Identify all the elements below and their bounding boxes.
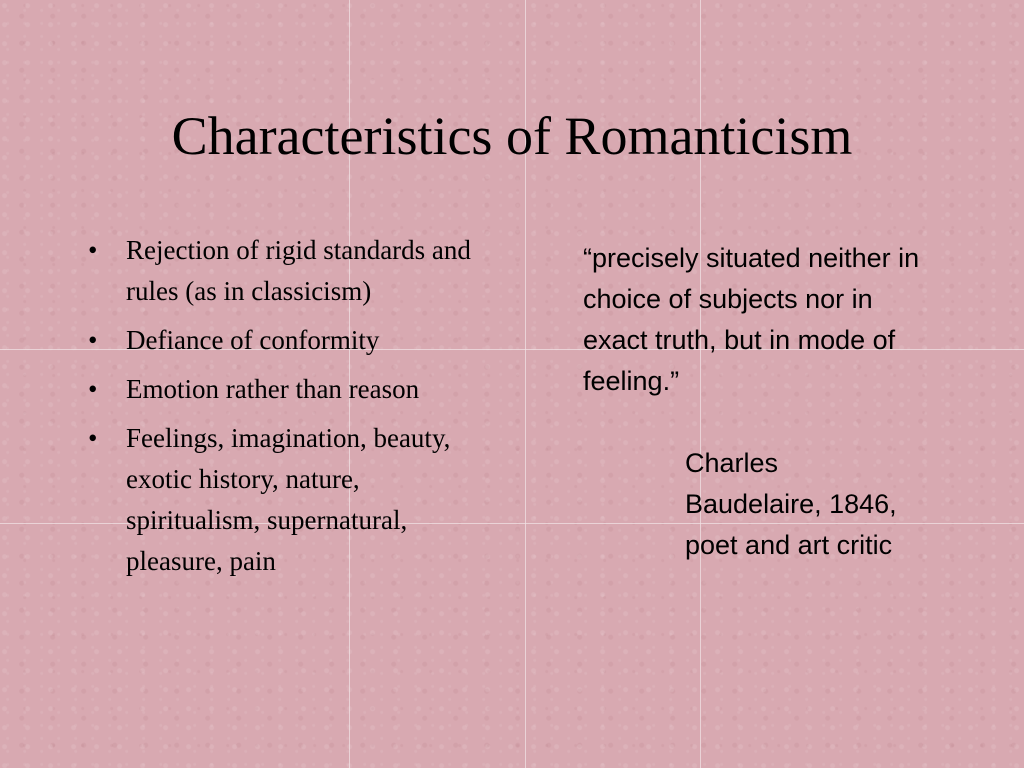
bullet-text: Emotion rather than reason [126,374,420,404]
bullet-icon: • [88,325,98,355]
quote-attribution [685,443,985,566]
attribution-line: poet and art critic [685,530,893,560]
bullet-item [84,369,484,410]
bullet-icon: • [88,423,98,453]
attribution-line: Charles [685,448,779,478]
quote-text: “precisely situated neither in choice of subjects nor in exact truth, but in mode of feeling.” [583,243,920,396]
bullet-item [84,418,484,582]
bullet-list [84,230,484,590]
bullet-icon: • [88,374,98,404]
slide-title: Characteristics of Romanticism [171,106,853,166]
bullet-item [84,230,484,312]
attribution-line: Baudelaire, 1846, [685,489,897,519]
bullet-icon: • [88,235,98,265]
bullet-text: Defiance of conformity [126,325,380,355]
bullet-text: Feelings, imagination, beauty, exotic history, nature, spiritualism, supernatural, pleasure, pain [126,423,451,576]
bullet-text: Rejection of rigid standards and rules (as in classicism) [126,235,471,306]
bullet-item [84,320,484,361]
